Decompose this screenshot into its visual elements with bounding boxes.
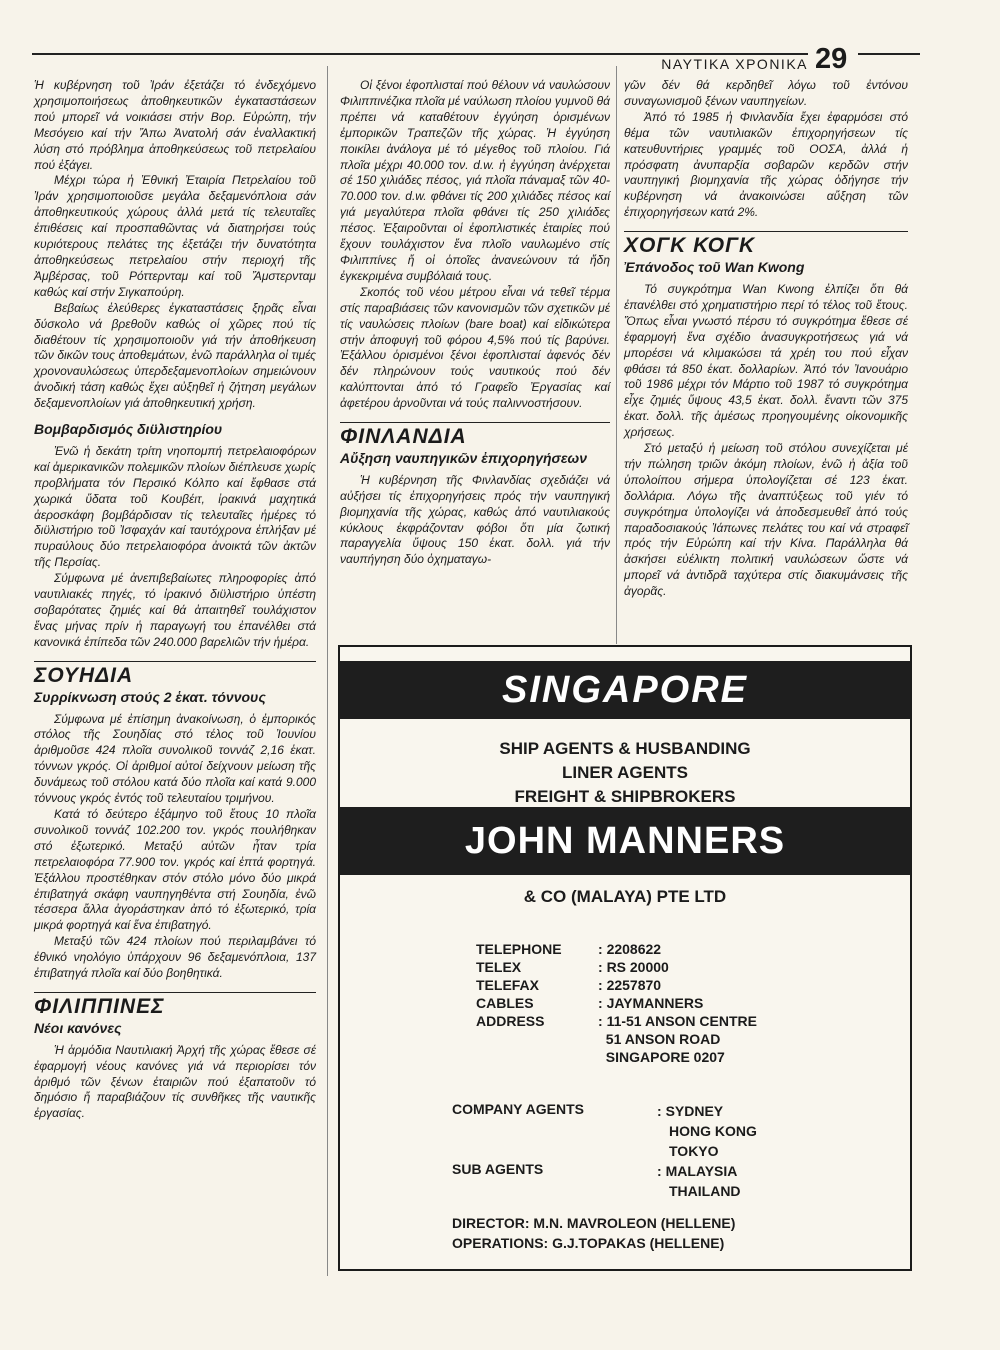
column-1 <box>34 78 316 1122</box>
section-title-hongkong: ΧΟΓΚ ΚΟΓΚ <box>624 231 908 254</box>
subheading-finland: Αὔξηση ναυπηγικῶν ἐπιχορηγήσεων <box>340 449 588 466</box>
company-agents-list <box>657 1101 857 1161</box>
agent-location: HONG KONG <box>669 1123 757 1139</box>
paragraph: Ἀπό τό 1985 ἡ Φινλανδία ἔχει ἐφαρμόσει στό θέμα τῶν ναυτιλιακῶν ἐπιχορηγήσεων τίς κατευθυντήριες γραμμές τοῦ ΟΟΣΑ, ἀλλά ἡ πρόσφατη ἀνυπαρξία σοβαρῶν κερδῶν στήν ναυπηγική βιομηχανία τῆς χώρας ὁδήγησε τήν κυβέρνηση νά ἀνακοινώσει αὔξηση τῶν ἐπιχορηγήσεων κατά 2%. <box>624 109 908 220</box>
contact-label: CABLES <box>476 995 534 1011</box>
column-divider-2 <box>616 66 617 644</box>
paragraph: Τό συγκρότημα Wan Kwong ἐλπίζει ὅτι θά ἐπανέλθει στό χρηματιστήριο περί τό τέλος τοῦ ἔτους. Ὅπως εἶναι γνωστό πέρσυ τό συγκρότημα ἔθεσε σέ ἐφαρμογή ἕνα σχέδιο ἀνασυγκροτήσεως γιά νά μπορέσει νά κλιμακώσει τά χρέη του πού εἶχαν φθάσει τά 850 ἑκατ. δολλαρίων. Ἀπό τόν Ἰανουάριο τοῦ 1986 μέχρι τόν Μάρτιο τοῦ 1987 τό συγκρότημα εἶχε ζημιές ὕψους 43,5 ἑκατ. δολλ. ἔναντι τῶν 375 ἑκατ. δολλ. τῆς ἀμέσως προηγουμένης οἰκονομικῆς χρήσεως. <box>624 281 908 440</box>
paragraph: Οἱ ξένοι ἐφοπλισταί πού θέλουν νά ναυλώσουν Φιλιππινέζικα πλοῖα μέ ναύλωση πλοίου γυμνοῦ θά πρέπει νά καταθέτουν ἐγγύηση ὁρισμένων ἐμπορικῶν Τραπεζῶν τῆς χώρας. Ἡ ἐγγύηση ποικίλει ἀνάλογα μέ τό μέγεθος τοῦ πλοίου. Γιά πλοῖα μέχρι 40.000 τον. d.w. ἡ ἐγγύηση ἀνέρχεται σέ 150 χιλιάδες πέσος, γιά πλοῖα πάναμαξ τῶν 40-70.000 τον. d.w. φθάνει τίς 200 χιλιάδες πέσος καί γιά μεγαλύτερα πλοῖα φθάνει τίς 250 χιλιάδες πέσος. Ἐξαιροῦνται οἱ ἐφοπλιστικές ἑταιρίες πού ἔχουν τουλάχιστον ἕνα πλοῖο ναυλωμένο στίς Φιλιππίνες ἤ οἱ ὁποῖες ἀνανεώνουν τά ἤδη ἐγκεκριμένα συμβόλαιά τους. <box>340 78 610 283</box>
contact-row <box>476 940 757 958</box>
ad-banner-singapore: SINGAPORE <box>340 661 910 719</box>
ad-service-line: FREIGHT & SHIPBROKERS <box>514 787 736 806</box>
ad-company-subtitle: & CO (MALAYA) PTE LTD <box>523 887 727 906</box>
contact-value: : 2208622 <box>596 940 661 958</box>
paragraph: γῶν δέν θά κερδηθεῖ λόγω τοῦ ἐντόνου συναγωνισμοῦ ξένων ναυπηγείων. <box>624 78 908 108</box>
agent-location: TOKYO <box>669 1143 719 1159</box>
contact-label: TELEFAX <box>476 977 540 993</box>
header-rule-right <box>858 53 920 55</box>
contact-row <box>476 1012 757 1030</box>
sub-agents-label: SUB AGENTS <box>452 1161 544 1177</box>
contact-row <box>476 1030 757 1048</box>
contact-row <box>476 976 757 994</box>
column-divider-1 <box>327 66 328 1276</box>
subheading-refinery-bombing: Βομβαρδισμός διϋλιστηρίου <box>34 421 223 438</box>
section-title-sweden: ΣΟΥΗΔΙΑ <box>34 661 316 684</box>
paragraph: Ἡ ἁρμόδια Ναυτιλιακή Ἀρχή τῆς χώρας ἔθεσε σέ ἐφαρμογή νέους κανόνες γιά νά περιορίσει τόν ἀριθμό τῶν ξένων ἐταιριῶν πού ἐξαπατοῦν τό δημόσιο ἤ παραβιάζουν τίς συνθῆκες τῆς ναυτικῆς ἐργασίας. <box>34 1042 316 1121</box>
address-line: 51 ANSON ROAD <box>605 1031 721 1047</box>
ad-staff <box>452 1213 735 1253</box>
contact-label: ADDRESS <box>476 1013 545 1029</box>
section-title-finland: ΦΙΝΛΑΝΔΙΑ <box>340 422 610 445</box>
contact-label: TELEX <box>476 959 522 975</box>
contact-value: : JAYMANNERS <box>596 994 703 1012</box>
paragraph: Σύμφωνα μέ ἐπίσημη ἀνακοίνωση, ὁ ἐμπορικός στόλος τῆς Σουηδίας στό τέλος τοῦ Ἰουνίου ἀριθμοῦσε 424 πλοῖα συνολικοῦ τοννάζ 2,16 ἑκατ. τόννων γκρός. Οἱ ἀριθμοί αὐτοί δείχνουν μείωση τῆς δυνάμεως τοῦ στόλου κατά δύο πλοῖα καί κατά 9.000 τόννους γκρός ἐντός τοῦ τελευταίου τριμήνου. <box>34 711 316 806</box>
director-line: DIRECTOR: M.N. MAVROLEON (HELLENE) <box>452 1215 736 1231</box>
contact-row <box>476 994 757 1012</box>
ad-services <box>340 737 910 809</box>
page-number: 29 <box>815 43 848 75</box>
agent-location: : SYDNEY <box>657 1103 724 1119</box>
company-agents-label: COMPANY AGENTS <box>452 1101 584 1117</box>
paragraph: Σκοπός τοῦ νέου μέτρου εἶναι νά τεθεῖ τέρμα στίς παραβιάσεις τῶν κανονισμῶν τῶν σχετικῶν μέ τίς ναυλώσεις πλοίων (bare boat) καί εἰδικώτερα στήν ἀποφυγή τοῦ φόρου 4,5% πού τίς βαρύνει. Ἐξάλλου ὁρισμένοι ξένοι ἐφοπλισταί ἀφενός δέν δέν πληρώνουν τούς ναυτικούς πού δέν καλύπτονται ἀπό τό Γραφεῖο Ἐργασίας καί ἀφετέρου ἀρνοῦνται νά τούς παλιννοστήσουν. <box>340 284 610 411</box>
contact-value: : RS 20000 <box>596 958 669 976</box>
agent-location: : MALAYSIA <box>657 1163 738 1179</box>
paragraph: Ἡ κυβέρνηση τοῦ Ἰράν ἐξετάζει τό ἐνδεχόμενο χρησιμοποιήσεως ἀποθηκευτικῶν ἐγκαταστάσεων πού μπορεῖ νά νοικιάσει στήν Βορ. Εὐρώπη, τήν Μεσόγειο καί τήν Ἄπω Ἀνατολή σάν ἐναλλακτική λύση στό πρόβλημα ἀποθηκεύσεως τοῦ πετρελαίου πού ἐξάγει. <box>34 78 316 172</box>
column-3 <box>624 78 908 600</box>
paragraph: Ἐνῶ ἡ δεκάτη τρίτη νηοπομπή πετρελαιοφόρων καί ἀμερικανικῶν πολεμικῶν πλοίων διέπλευσε χωρίς προβλήματα τόν Περσικό Κόλπο καί ἔφθασε στά χωρικά ὕδατα τοῦ Κουβέιτ, ἰρακινά μαχητικά ἀεροσκάφη βομβάρδισαν τίς τελευταῖες ἡμέρες τό διϋλιστήριο τοῦ Ἰσφαχάν καί ταυτόχρονα ἐπλήξαν μέ πυραύλους δύο πετρελαιοφόρα ἀνοικτά τῶν ἀκτῶν τῆς Περσίας. <box>34 443 316 570</box>
ad-contact-list <box>476 940 757 1066</box>
paragraph: Ἡ κυβέρνηση τῆς Φινλανδίας σχεδιάζει νά αὐξήσει τίς ἐπιχορηγήσεις πρός τήν ναυπηγική βιομηχανία τῆς χώρας, καθώς ἀπό ναυτιλιακούς κύκλους ἐκφράζονταν φόβοι ὅτι μία ζωτική παραγγελία ὕψους 150 ἑκατ. δολλ. γιά τήν ναυπήγηση δύο ὀχηματαγω- <box>340 472 610 567</box>
publication-title: ΝΑΥΤΙΚΑ ΧΡΟΝΙΚΑ <box>661 56 808 72</box>
paragraph: Σύμφωνα μέ ἀνεπιβεβαίωτες πληροφορίες ἀπό ναυτιλιακές πηγές, τό ἰρακινό διϋλιστήριο ὑπέστη σοβαρότατες ζημιές καί θά ἀπαιτηθεῖ τουλάχιστον ἕνας μήνας πρίν ἡ παραγωγή του ἐπανέλθει στά κανονικά ἐπίπεδα τῶν 240.000 βαρελιῶν τήν ἡμέρα. <box>34 571 316 649</box>
contact-row <box>476 958 757 976</box>
paragraph: Βεβαίως ἐλεύθερες ἐγκαταστάσεις ξηρᾶς εἶναι δύσκολο νά βρεθοῦν καθώς οἱ χῶρες πού τίς διαθέτουν τίς χρησιμοποιοῦν γιά τήν ἀποθήκευση τῶν δικῶν τους ἀποθεμάτων, ἐνῶ παράλληλα οἱ τιμές χρονοναυλώσεως ὑπερδεξαμενοπλοίων σημειώνουν ἀνοδική τάση καθώς ἔχει αὐξηθεῖ ἡ ζήτηση μεγάλων δεξαμενοπλοίων γιά ἀποθηκευτική χρήση. <box>34 300 316 411</box>
contact-row <box>476 1048 757 1066</box>
john-manners-advertisement <box>338 645 912 1271</box>
subheading-hongkong: Ἐπάνοδος τοῦ Wan Kwong <box>624 259 805 276</box>
contact-label: TELEPHONE <box>476 941 562 957</box>
subheading-sweden: Συρρίκνωση στούς 2 ἑκατ. τόννους <box>34 688 266 705</box>
paragraph: Κατά τό δεύτερο ἑξάμηνο τοῦ ἔτους 10 πλοῖα συνολικοῦ τοννάζ 102.200 τον. γκρός πουλήθηκαν στό ἐξωτερικό. Μεταξύ αὐτῶν ἦταν τρία πετρελαιοφόρα 77.900 τον. γκρός καί ἑπτά φορτηγά. Ἐξάλλου προστέθηκαν στόν στόλο μόνο δύο μικρά ἐπιβατηγά σκάφη ναυπηγηθέντα στή Σουηδία, ἐνῶ τέσσερα ἄλλα ἀγοράστηκαν ἀπό τό ἐξωτερικό, τρία μικρά φορτηγά καί ἕνα ἐπιβατηγό. <box>34 806 316 933</box>
ad-company-name: JOHN MANNERS <box>340 807 910 875</box>
column-2 <box>340 78 610 568</box>
paragraph: Στό μεταξύ ἡ μείωση τοῦ στόλου συνεχίζεται μέ τήν πώληση τριῶν ἀκόμη πλοίων, ἐνῶ ἡ ἀξία τοῦ ὑπολοίπου σήμερα ὑπολογίζεται σέ 123 ἑκατ. δολλάρια. Λόγω τῆς ἀναπτύξεως τοῦ γιέν τό συγκρότημα ὑπολογίζει νά ἀποδεσμευθεῖ ἀπό τούς παραδοσιακούς Ἰάπωνες πελάτες του καί νά στραφεῖ πρός τήν Εὐρώπη καί τήν Κίνα. Παράλληλα θά ἀσκήσει εὐέλικτη πολιτική ναυλώσεων ὥστε νά μπορεῖ νά ἀντιδρᾶ ταχύτερα στίς διακυμάνσεις τῆς ἀγορᾶς. <box>624 441 908 599</box>
subheading-philippines: Νέοι κανόνες <box>34 1019 122 1036</box>
section-title-philippines: ΦΙΛΙΠΠΙΝΕΣ <box>34 992 316 1015</box>
sub-agents-list <box>657 1161 857 1201</box>
contact-value: : 11-51 ANSON CENTRE <box>596 1012 757 1030</box>
agent-location: THAILAND <box>669 1183 741 1199</box>
address-line: SINGAPORE 0207 <box>605 1049 725 1065</box>
operations-line: OPERATIONS: G.J.TOPAKAS (HELLENE) <box>452 1235 725 1251</box>
contact-value: : 2257870 <box>596 976 661 994</box>
paragraph: Μέχρι τώρα ἡ Ἐθνική Ἐταιρία Πετρελαίου τοῦ Ἰράν χρησιμοποιοῦσε μεγάλα δεξαμενόπλοια σάν ἀποθηκευτικούς χώρους ἀλλά μετά τίς τελευταῖες ἐπιθέσεις καί προσπαθῶντας νά διατηρήσει τούς κυριότερους πελάτες της ἐξετάζει τήν δυνατότητα ἀποθηκεύσεως πετρελαίου στήν περιοχή τῆς Ἀμβέρσας, τοῦ Ρόττερνταμ καί τοῦ Ἄμστερνταμ καθώς καί στήν Σιγκαπούρη. <box>34 173 316 299</box>
paragraph: Μεταξύ τῶν 424 πλοίων πού περιλαμβάνει τό ἐθνικό νηολόγιο ὑπάρχουν 96 δεξαμενόπλοια, 137 ἐπιβατηγά πλοῖα καί δύο βοηθητικά. <box>34 934 316 981</box>
ad-service-line: LINER AGENTS <box>562 763 688 782</box>
ad-service-line: SHIP AGENTS & HUSBANDING <box>499 739 751 758</box>
header-rule-left <box>32 53 808 55</box>
